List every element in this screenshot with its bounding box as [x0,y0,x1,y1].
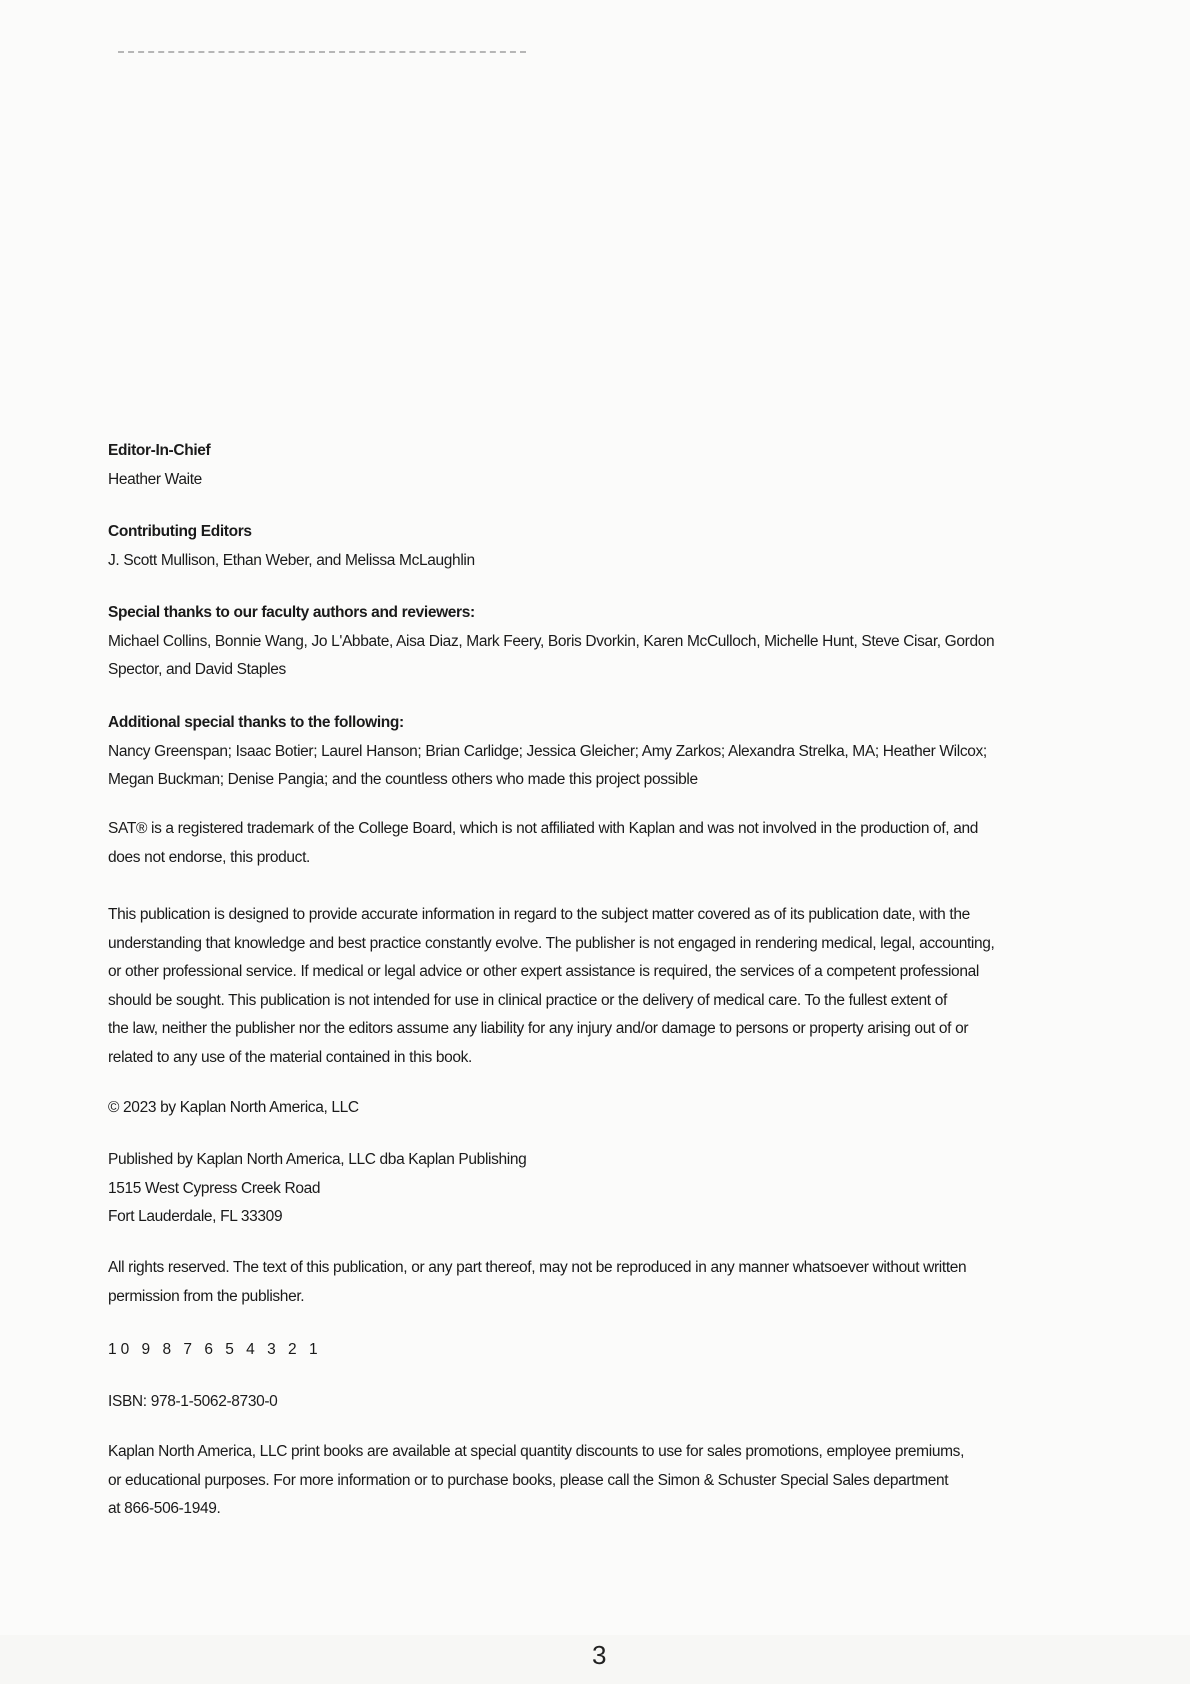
additional-thanks-section [108,709,987,795]
special-sales-notice [108,1438,964,1524]
trademark-notice [108,815,978,872]
text-line: © 2023 by Kaplan North America, LLC [108,1099,359,1116]
text-line: understanding that knowledge and best practice constantly evolve. The publisher is not engaged in rendering medical, legal, accounting, [108,934,995,952]
text-line: does not endorse, this product. [108,848,310,866]
text-line: Published by Kaplan North America, LLC dba Kaplan Publishing [108,1151,527,1168]
page-number: 3 [592,1640,607,1670]
text-line: permission from the publisher. [108,1287,305,1305]
text-line: This publication is designed to provide accurate information in regard to the subject matter covered as of its publication date, with the [108,906,970,923]
printing-line [108,1336,322,1365]
contributing-editors-section [108,518,475,575]
credit-line: Spector, and David Staples [108,661,286,678]
text-line: or educational purposes. For more information or to purchase books, please call the Simon & Schuster Special Sales department [108,1471,949,1489]
credit-line: Michael Collins, Bonnie Wang, Jo L'Abbate, Aisa Diaz, Mark Feery, Boris Dvorkin, Karen McCulloch, Michelle Hunt, Steve Cisar, Gordon [108,632,995,650]
section-heading: Editor-In-Chief [108,442,211,459]
credit-line: J. Scott Mullison, Ethan Weber, and Melissa McLaughlin [108,551,475,569]
text-line: SAT® is a registered trademark of the College Board, which is not affiliated with Kaplan and was not involved in the production of, and [108,820,979,837]
credit-line: Megan Buckman; Denise Pangia; and the countless others who made this project possible [108,771,698,788]
rights-notice [108,1254,966,1311]
text-line: Fort Lauderdale, FL 33309 [108,1208,283,1225]
text-line: at 866-506-1949. [108,1500,221,1517]
text-line: ISBN: 978-1-5062-8730-0 [108,1393,278,1410]
header-rule [118,51,526,53]
text-line: 1515 West Cypress Creek Road [108,1179,321,1197]
text-line: the law, neither the publisher nor the editors assume any liability for any injury and/or damage to persons or property arising out of or [108,1020,969,1037]
editor-in-chief-section [108,437,210,494]
text-line: 10 9 8 7 6 5 4 3 2 1 [108,1341,322,1358]
text-line: related to any use of the material contained in this book. [108,1048,472,1066]
publisher-address [108,1146,526,1232]
section-heading: Contributing Editors [108,523,252,540]
credit-line: Nancy Greenspan; Isaac Botier; Laurel Hanson; Brian Carlidge; Jessica Gleicher; Amy Zarkos; Alexandra Strelka, MA; Heather Wilcox; [108,742,987,760]
faculty-thanks-section [108,599,994,685]
credit-line: Heather Waite [108,470,202,488]
section-heading: Special thanks to our faculty authors and reviewers: [108,604,475,621]
copyright-line [108,1094,359,1123]
text-line: All rights reserved. The text of this publication, or any part thereof, may not be reproduced in any manner whatsoever without written [108,1259,967,1276]
disclaimer-paragraph [108,901,995,1072]
text-line: should be sought. This publication is not intended for use in clinical practice or the delivery of medical care. To the fullest extent of [108,991,947,1009]
text-line: Kaplan North America, LLC print books are available at special quantity discounts to use for sales promotions, employee premiums, [108,1443,965,1460]
isbn [108,1388,277,1417]
section-heading: Additional special thanks to the following: [108,714,404,731]
text-line: or other professional service. If medical or legal advice or other expert assistance is required, the services of a competent professional [108,963,979,980]
